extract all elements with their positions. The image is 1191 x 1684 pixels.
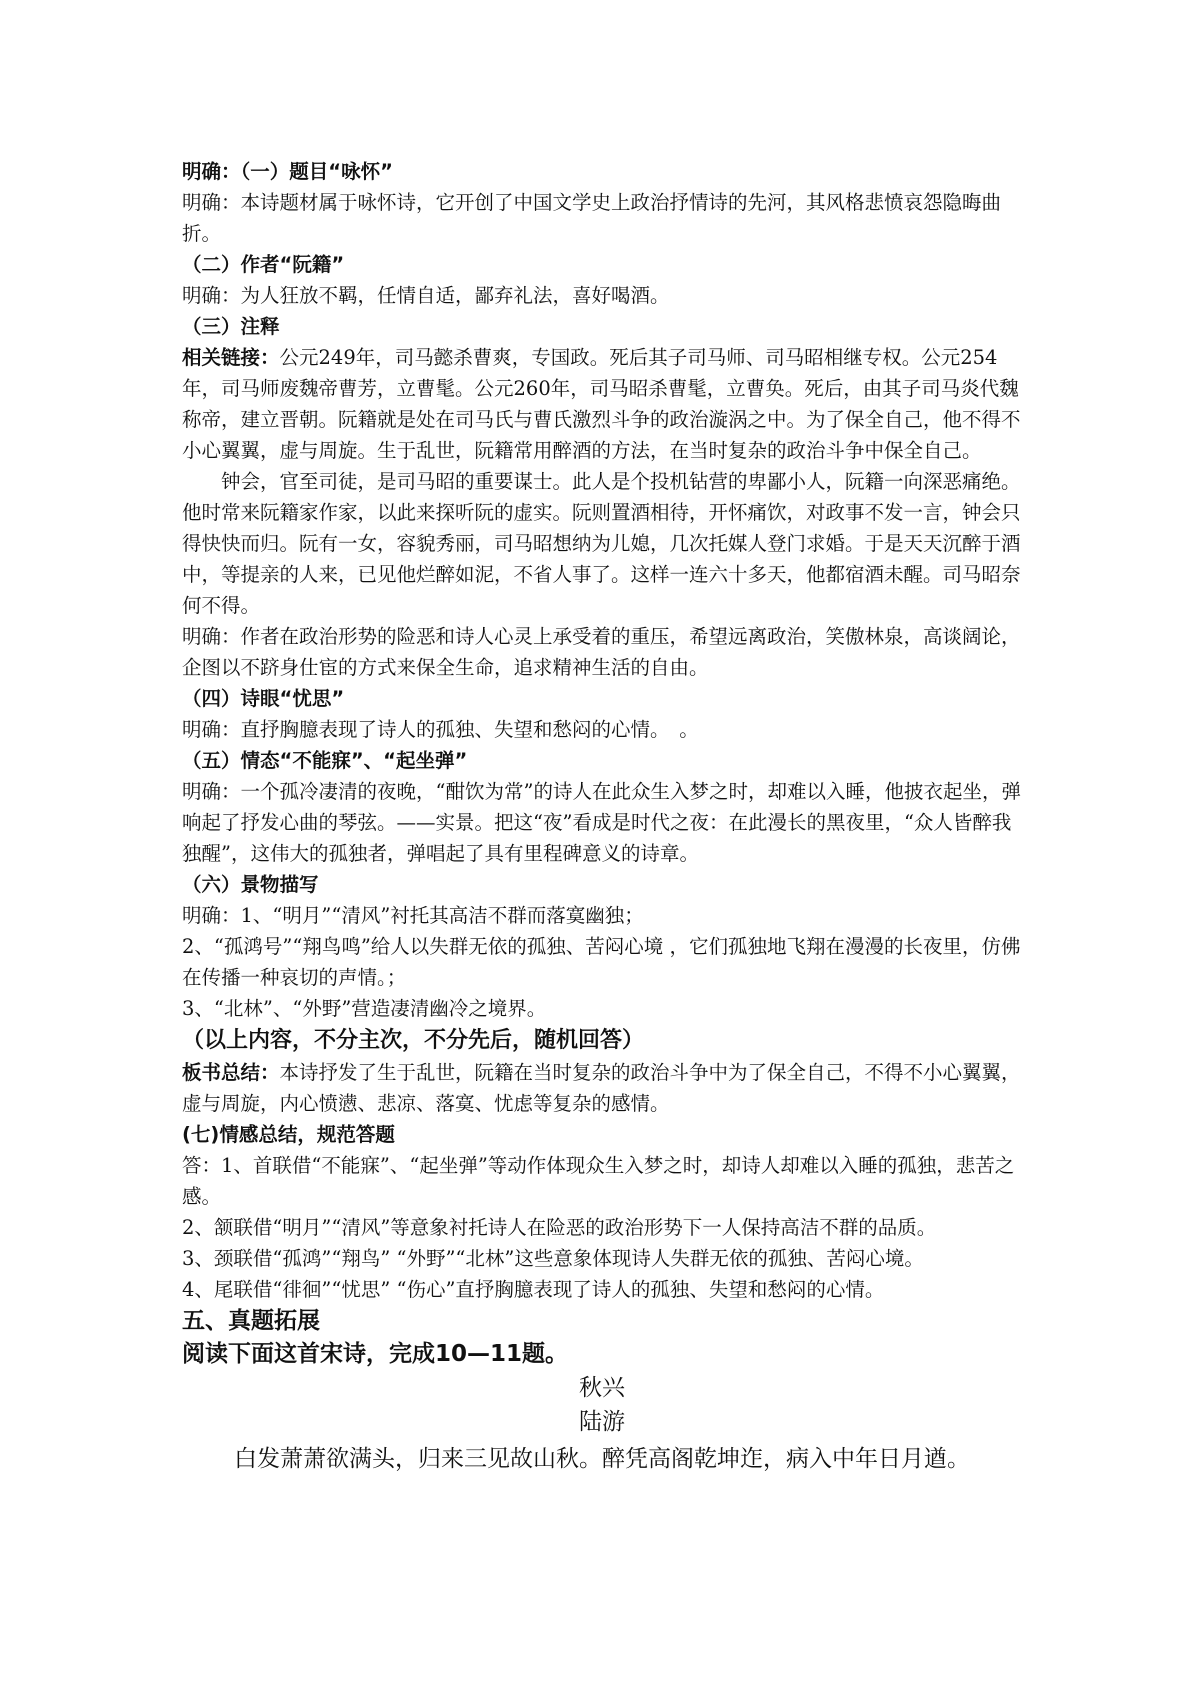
answer-note: （以上内容，不分主次，不分先后，随机回答） [182, 1028, 645, 1053]
board-summary [182, 1057, 1022, 1119]
related-link-paragraph [182, 342, 1022, 466]
reading-instruction: 阅读下面这首宋诗，完成10—11题。 [182, 1341, 569, 1367]
section-6-heading: （六）景物描写 [182, 873, 319, 896]
section-2-body: 明确：为人狂放不羁，任情自适，鄙弃礼法，喜好喝酒。 [182, 284, 670, 307]
scenery-item-1: 明确：1、“明月”“清风”衬托其高洁不群而落寞幽独； [182, 904, 644, 927]
answer-2: 2、颔联借“明月”“清风”等意象衬托诗人在险恶的政治形势下一人保持高洁不群的品质。 [182, 1216, 937, 1239]
answer-3: 3、颈联借“孤鸿”“翔鸟” “外野”“北林”这些意象体现诗人失群无依的孤独、苦闷心境。 [182, 1247, 924, 1270]
board-summary-label: 板书总结： [182, 1061, 280, 1084]
section-1-heading: 明确：（一）题目“咏怀” [182, 160, 393, 183]
related-link-label: 相关链接： [182, 346, 280, 369]
answer-4: 4、尾联借“徘徊”“忧思” “伤心”直抒胸臆表现了诗人的孤独、失望和愁闷的心情。 [182, 1278, 885, 1301]
scenery-item-3: 3、“北林”、“外野”营造凄清幽冷之境界。 [182, 997, 547, 1020]
answer-1: 答：1、首联借“不能寐”、“起坐弹”等动作体现众生入梦之时，却诗人却难以入睡的孤独，悲苦之感。 [182, 1154, 1015, 1208]
scenery-item-2: 2、“孤鸿号”“翔鸟鸣”给人以失群无依的孤独、苦闷心境 ，它们孤独地飞翔在漫漫的长夜里，仿佛在传播一种哀切的声情。； [182, 935, 1021, 989]
section-5-heading: （五）情态“不能寐”、“起坐弹” [182, 749, 468, 772]
section-2-heading: （二）作者“阮籍” [182, 253, 345, 276]
section-3-body: 明确：作者在政治形势的险恶和诗人心灵上承受着的重压，希望远离政治，笑傲林泉，高谈阔论，企图以不跻身仕宦的方式来保全生命，追求精神生活的自由。 [182, 625, 1021, 679]
poem-author: 陆游 [579, 1409, 625, 1435]
board-summary-text: 本诗抒发了生于乱世，阮籍在当时复杂的政治斗争中为了保全自己，不得不小心翼翼，虚与周旋，内心愤懑、悲凉、落寞、忧虑等复杂的感情。 [182, 1061, 1021, 1115]
section-3-heading: （三）注释 [182, 315, 280, 338]
section-5-body: 明确：一个孤冷凄清的夜晚，“酣饮为常”的诗人在此众生入梦之时，却难以入睡，他披衣起坐，弹响起了抒发心曲的琴弦。——实景。把这“夜”看成是时代之夜：在此漫长的黑夜里，“众人皆醉我独醒”，这伟大的孤独者，弹唱起了具有里程碑意义的诗章。 [182, 780, 1021, 865]
related-link-text: 公元249年，司马懿杀曹爽，专国政。死后其子司马师、司马昭相继专权。公元254年，司马师废魏帝曹芳，立曹髦。公元260年，司马昭杀曹髦，立曹奂。死后，由其子司马炎代魏称帝，建立晋朝。阮籍就是处在司马氏与曹氏激烈斗争的政治漩涡之中。为了保全自己，他不得不小心翼翼，虚与周旋。生于乱世，阮籍常用醉酒的方法，在当时复杂的政治斗争中保全自己。 [182, 346, 1021, 462]
poem-line: 白发萧萧欲满头，归来三见故山秋。醉凭高阁乾坤迮，病入中年日月遒。 [234, 1446, 970, 1472]
zhong-hui-paragraph: 钟会，官至司徒，是司马昭的重要谋士。此人是个投机钻营的卑鄙小人，阮籍一向深恶痛绝。他时常来阮籍家作家，以此来探听阮的虚实。阮则置酒相待，开怀痛饮，对政事不发一言，钟会只得快快而归。阮有一女，容貌秀丽，司马昭想纳为儿媳，几次托媒人登门求婚。于是天天沉醉于酒中，等提亲的人来，已见他烂醉如泥，不省人事了。这样一连六十多天，他都宿酒未醒。司马昭奈何不得。 [182, 470, 1021, 617]
section-7-heading: (七)情感总结，规范答题 [182, 1123, 395, 1146]
section-1-body: 明确：本诗题材属于咏怀诗，它开创了中国文学史上政治抒情诗的先河，其风格悲愤哀怨隐晦曲折。 [182, 191, 1002, 245]
part-5-heading: 五、真题拓展 [182, 1308, 320, 1334]
poem-title: 秋兴 [579, 1375, 625, 1401]
section-4-body: 明确：直抒胸臆表现了诗人的孤独、失望和愁闷的心情。 。 [182, 718, 699, 741]
document-page [182, 156, 1022, 1477]
section-4-heading: （四）诗眼“忧思” [182, 687, 345, 710]
